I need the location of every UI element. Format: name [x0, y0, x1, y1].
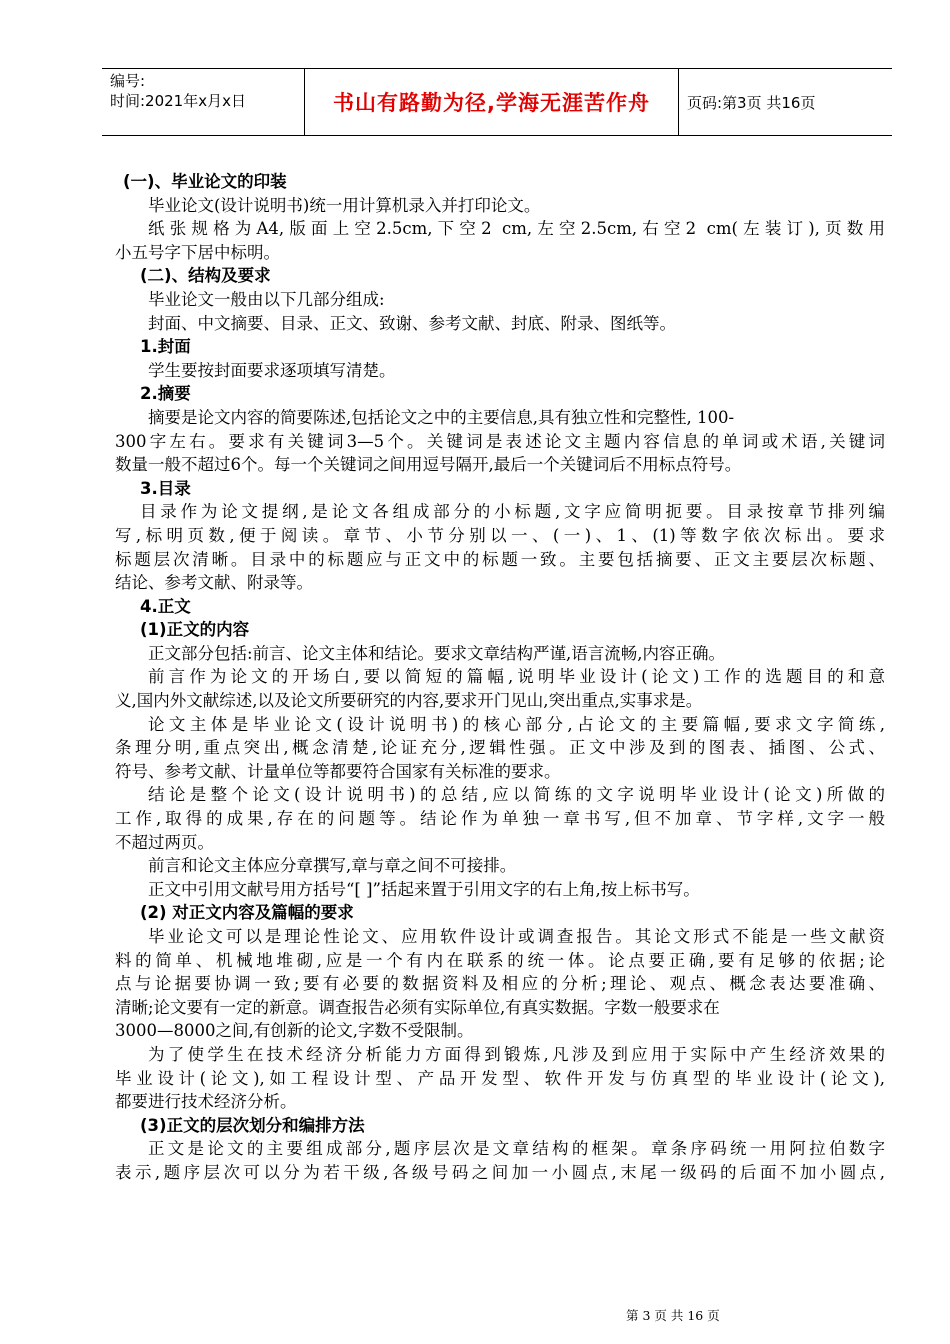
header-page-cell [679, 69, 892, 135]
body-line: 结论是整个论文(设计说明书)的总结,应以简练的文字说明毕业设计(论文)所做的 [148, 785, 885, 805]
section-heading: (2) 对正文内容及篇幅的要求 [140, 903, 354, 923]
body-line: 3000—8000之间,有创新的论文,字数不受限制。 [115, 1021, 474, 1041]
body-line: 数量一般不超过6个。每一个关键词之间用逗号隔开,最后一个关键词后不用标点符号。 [115, 455, 742, 475]
section-heading: 1.封面 [140, 337, 191, 357]
section-heading: (1)正文的内容 [140, 620, 250, 640]
body-line: 纸张规格为A4,版面上空2.5cm,下空2 cm,左空2.5cm,右空2 cm(左装订),页数用 [148, 219, 885, 239]
section-heading: (一)、毕业论文的印装 [123, 172, 287, 191]
body-line: 条理分明,重点突出,概念清楚,论证充分,逻辑性强。正文中涉及到的图表、插图、公式、 [115, 738, 885, 758]
body-line: 标题层次清晰。目录中的标题应与正文中的标题一致。主要包括摘要、正文主要层次标题、 [115, 549, 885, 569]
body-line: 点与论据要协调一致;要有必要的数据资料及相应的分析;理论、观点、概念表达要准确、 [115, 974, 885, 994]
header-motto: 书山有路勤为径,学海无涯苦作舟 [333, 91, 650, 115]
document-number-label: 编号: [110, 72, 146, 90]
document-time-label: 时间:2021年x月x日 [110, 92, 246, 110]
section-heading: 4.正文 [140, 596, 191, 616]
header-motto-cell [304, 69, 679, 135]
body-line: 论文主体是毕业论文(设计说明书)的核心部分,占论文的主要篇幅,要求文字简练, [148, 714, 885, 734]
body-line: 不超过两页。 [115, 832, 214, 852]
body-line: 毕业论文一般由以下几部分组成: [148, 289, 385, 309]
body-line: 为了使学生在技术经济分析能力方面得到锻炼,凡涉及到应用于实际中产生经济效果的 [148, 1044, 885, 1064]
body-line: 表示,题序层次可以分为若干级,各级号码之间加一小圆点,末尾一级码的后面不加小圆点, [115, 1162, 885, 1182]
document-body [115, 170, 885, 1185]
body-line: 小五号字下居中标明。 [115, 242, 280, 262]
body-line: 前言作为论文的开场白,要以简短的篇幅,说明毕业设计(论文)工作的选题目的和意 [148, 667, 885, 687]
header-page-info: 页码:第3页 共16页 [687, 93, 816, 112]
body-line: 正文部分包括:前言、论文主体和结论。要求文章结构严谨,语言流畅,内容正确。 [148, 643, 726, 663]
body-line: 符号、参考文献、计量单位等都要符合国家有关标准的要求。 [115, 761, 561, 781]
body-line: 结论、参考文献、附录等。 [115, 573, 313, 593]
body-line: 义,国内外文献综述,以及论文所要研究的内容,要求开门见山,突出重点,实事求是。 [115, 691, 703, 711]
body-line: 正文中引用文献号用方括号“[ ]”括起来置于引用文字的右上角,按上标书写。 [148, 879, 700, 899]
section-heading: 3.目录 [140, 478, 191, 498]
body-line: 毕业论文(设计说明书)统一用计算机录入并打印论文。 [148, 195, 541, 215]
body-line: 摘要是论文内容的简要陈述,包括论文之中的主要信息,具有独立性和完整性, 100- [148, 407, 735, 427]
body-line: 正文是论文的主要组成部分,题序层次是文章结构的框架。章条序码统一用阿拉伯数字 [148, 1139, 885, 1159]
body-line: 毕业设计(论文),如工程设计型、产品开发型、软件开发与仿真型的毕业设计(论文), [115, 1068, 885, 1088]
section-heading: (3)正文的层次划分和编排方法 [140, 1115, 365, 1135]
body-line: 写,标明页数,便于阅读。章节、小节分别以一、(一)、1、(1)等数字依次标出。要求 [115, 525, 885, 545]
body-line: 料的简单、机械地堆砌,应是一个有内在联系的统一体。论点要正确,要有足够的依据;论 [115, 950, 885, 970]
section-heading: 2.摘要 [140, 384, 191, 404]
body-line: 都要进行技术经济分析。 [115, 1092, 297, 1112]
page-header [102, 68, 892, 136]
body-line: 300字左右。要求有关键词3—5个。关键词是表述论文主题内容信息的单词或术语,关键词 [115, 431, 885, 451]
body-line: 目录作为论文提纲,是论文各组成部分的小标题,文字应简明扼要。目录按章节排列编 [140, 502, 885, 522]
body-line: 毕业论文可以是理论性论文、应用软件设计或调查报告。其论文形式不能是一些文献资 [148, 927, 885, 946]
body-line: 封面、中文摘要、目录、正文、致谢、参考文献、封底、附录、图纸等。 [148, 313, 676, 333]
body-line: 学生要按封面要求逐项填写清楚。 [148, 360, 396, 380]
page-footer: 第 3 页 共 16 页 [626, 1308, 720, 1323]
body-line: 清晰;论文要有一定的新意。调查报告必须有实际单位,有真实数据。字数一般要求在 [115, 997, 720, 1017]
header-meta [102, 69, 304, 135]
body-line: 前言和论文主体应分章撰写,章与章之间不可接排。 [148, 856, 517, 876]
section-heading: (二)、结构及要求 [140, 266, 271, 286]
body-line: 工作,取得的成果,存在的问题等。结论作为单独一章书写,但不加章、节字样,文字一般 [115, 809, 885, 829]
